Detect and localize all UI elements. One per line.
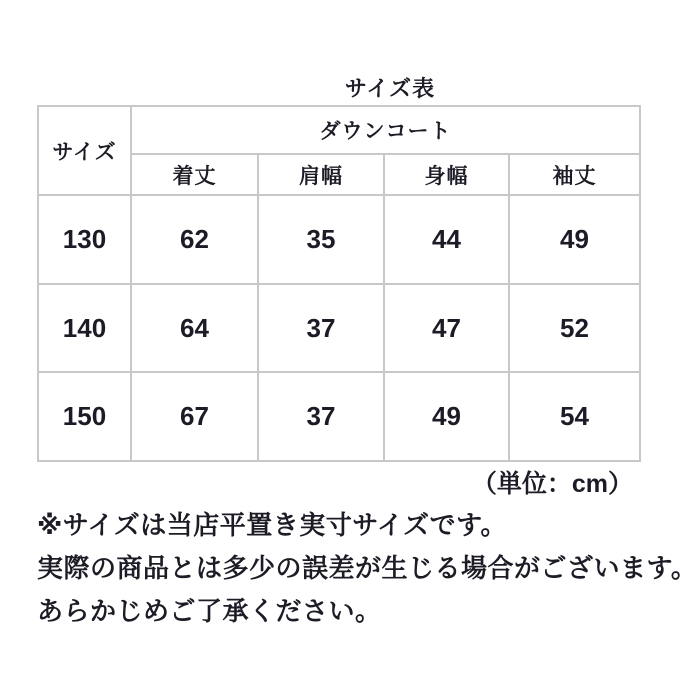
measurement-cell: 37 — [258, 284, 384, 372]
measurement-cell: 49 — [384, 372, 509, 461]
column-header-length: 着丈 — [131, 154, 258, 195]
note-line: あらかじめご了承ください。 — [37, 596, 382, 626]
size-column-header: サイズ — [38, 106, 131, 195]
table-row — [38, 372, 640, 461]
column-header-body-width: 身幅 — [384, 154, 509, 195]
product-group-header: ダウンコート — [131, 106, 640, 154]
column-header-sleeve: 袖丈 — [509, 154, 640, 195]
footnotes — [37, 504, 697, 633]
size-label-cell: 140 — [38, 284, 131, 372]
table-row — [38, 195, 640, 284]
table-row-group-header — [38, 106, 640, 154]
column-header-shoulder: 肩幅 — [258, 154, 384, 195]
measurement-cell: 49 — [509, 195, 640, 284]
size-label-cell: 150 — [38, 372, 131, 461]
measurement-cell: 64 — [131, 284, 258, 372]
measurement-cell: 67 — [131, 372, 258, 461]
measurement-cell: 44 — [384, 195, 509, 284]
measurement-cell: 37 — [258, 372, 384, 461]
measurement-cell: 47 — [384, 284, 509, 372]
size-table — [37, 105, 641, 462]
measurement-cell: 62 — [131, 195, 258, 284]
note-line: 実際の商品とは多少の誤差が生じる場合がございます。 — [37, 553, 698, 583]
table-row — [38, 284, 640, 372]
unit-note: （単位：cm） — [471, 470, 633, 498]
page-title: サイズ表 — [344, 76, 436, 101]
measurement-cell: 54 — [509, 372, 640, 461]
note-line: ※サイズは当店平置き実寸サイズです。 — [37, 510, 508, 540]
size-label-cell: 130 — [38, 195, 131, 284]
measurement-cell: 52 — [509, 284, 640, 372]
measurement-cell: 35 — [258, 195, 384, 284]
